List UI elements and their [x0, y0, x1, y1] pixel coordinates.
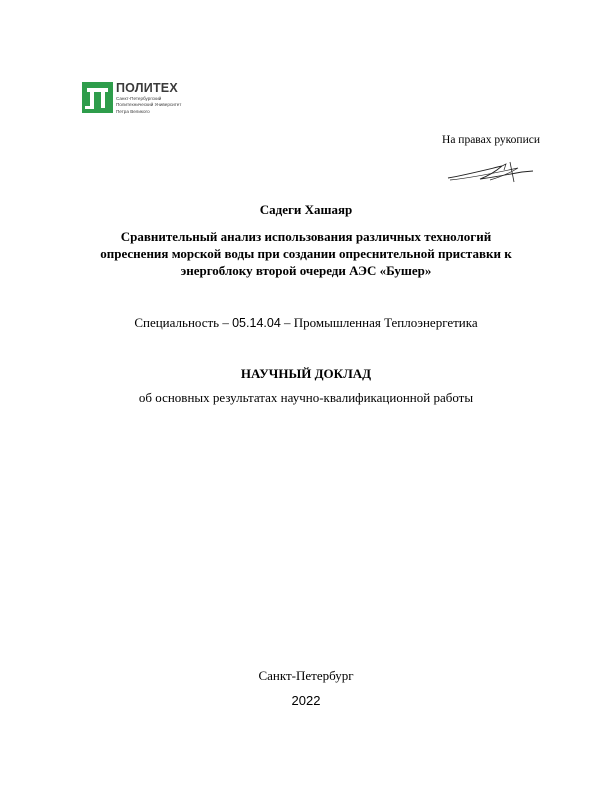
title-line: опреснения морской воды при создании опреснительной приставки к — [100, 246, 512, 261]
signature-icon — [440, 158, 540, 188]
author-name: Садеги Хашаяр — [259, 202, 353, 217]
logo-sub-line: Политехнический Университет — [116, 102, 182, 108]
university-logo — [82, 82, 181, 116]
specialty-suffix: – Промышленная Теплоэнергетика — [280, 315, 478, 330]
report-subtitle: об основных результатах научно-квалификационной работы — [138, 390, 474, 405]
title-line: Сравнительный анализ использования различных технологий — [120, 229, 492, 244]
report-title: НАУЧНЫЙ ДОКЛАД — [240, 366, 372, 381]
manuscript-note: На правах рукописи — [442, 134, 540, 146]
logo-name: ПОЛИТЕХ — [116, 81, 178, 95]
city: Санкт-Петербург — [258, 668, 354, 683]
dissertation-title — [72, 228, 540, 279]
polytech-logo-icon — [82, 82, 113, 113]
specialty-prefix: Специальность – — [134, 315, 233, 330]
year: 2022 — [291, 693, 321, 708]
specialty-line — [72, 315, 540, 331]
logo-sub-line: Петра Великого — [116, 108, 150, 114]
logo-sub-line: Санкт-Петербургский — [116, 96, 162, 101]
title-line: энергоблоку второй очереди АЭС «Бушер» — [180, 263, 432, 278]
specialty-code: 05.14.04 — [232, 316, 281, 330]
logo-text — [116, 82, 181, 114]
